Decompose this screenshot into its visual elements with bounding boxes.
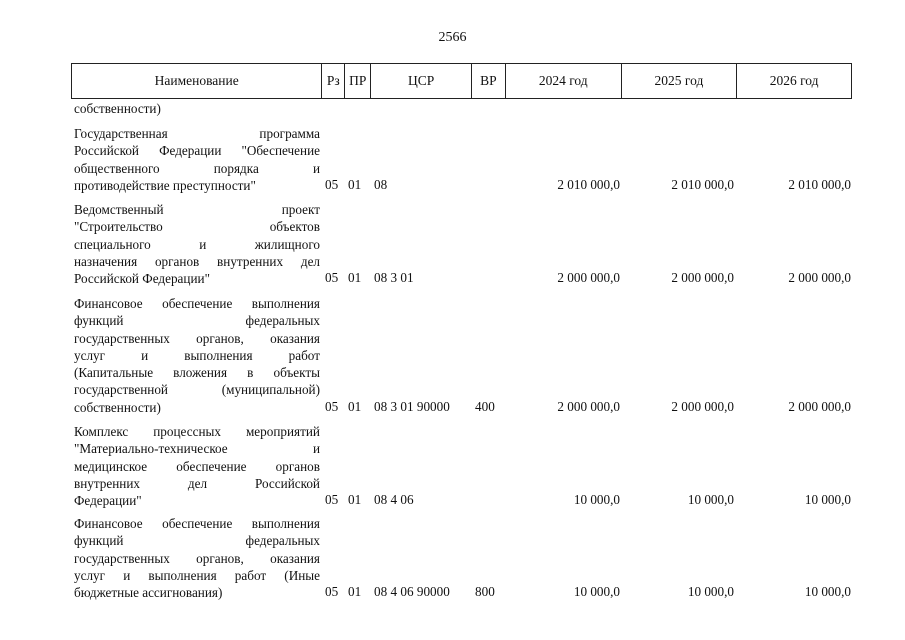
row-name-line: Финансовое обеспечение выполнения	[74, 296, 320, 311]
row-rz: 05	[325, 176, 339, 192]
row-name-line: внутренних дел Российской	[74, 475, 320, 491]
row-2025: 10 000,0	[687, 492, 734, 508]
row-rz: 05	[325, 584, 339, 600]
row-name-line: Комплекс процессных мероприятий	[74, 424, 320, 439]
row-2026: 2 010 000,0	[788, 176, 851, 192]
row-name-line: назначения органов внутренних дел	[74, 253, 320, 269]
row-name-line: специального и жилищного	[74, 236, 320, 252]
row-name	[74, 423, 320, 509]
row-name	[74, 201, 320, 287]
row-2025: 2 000 000,0	[671, 398, 734, 414]
row-name-line: общественного порядка и	[74, 160, 320, 176]
row-name-line: Российской Федерации "Обеспечение	[74, 143, 320, 159]
row-name-line: Федерации"	[74, 493, 142, 509]
row-csr: 08	[374, 176, 388, 192]
continuation-text: собственности)	[74, 101, 161, 116]
row-name	[74, 295, 320, 416]
row-name-line: (Капитальные вложения в объекты	[74, 365, 320, 381]
row-2026: 2 000 000,0	[788, 398, 851, 414]
row-2026: 2 000 000,0	[788, 270, 851, 286]
row-csr: 08 3 01	[374, 270, 414, 286]
row-2025: 2 010 000,0	[671, 176, 734, 192]
row-pr: 01	[348, 270, 362, 286]
header-2024: 2024 год	[505, 64, 621, 98]
row-csr: 08 4 06	[374, 492, 414, 508]
row-name-line: Государственная программа	[74, 126, 320, 141]
header-vr: ВР	[471, 64, 505, 98]
row-name-line: Финансовое обеспечение выполнения	[74, 516, 320, 531]
table-header	[71, 63, 852, 99]
row-csr: 08 4 06 90000	[374, 584, 450, 600]
row-pr: 01	[348, 398, 362, 414]
page-number: 2566	[438, 30, 467, 45]
row-vr: 400	[475, 398, 495, 414]
row-2025: 2 000 000,0	[671, 270, 734, 286]
header-2026: 2026 год	[736, 64, 851, 98]
row-name-line: "Материально-техническое и	[74, 441, 320, 457]
row-2024: 2 000 000,0	[557, 398, 620, 414]
row-2026: 10 000,0	[804, 584, 851, 600]
row-name-line: услуг и выполнения работ (Иные	[74, 567, 320, 583]
row-csr: 08 3 01 90000	[374, 398, 450, 414]
row-name	[74, 515, 320, 601]
row-name-line: государственных органов, оказания	[74, 330, 320, 346]
row-pr: 01	[348, 492, 362, 508]
row-name-line: Ведомственный проект	[74, 202, 320, 217]
row-name-line: государственной (муниципальной)	[74, 382, 320, 398]
row-rz: 05	[325, 270, 339, 286]
row-rz: 05	[325, 492, 339, 508]
row-pr: 01	[348, 176, 362, 192]
row-name	[74, 125, 320, 194]
row-rz: 05	[325, 398, 339, 414]
row-2026: 10 000,0	[804, 492, 851, 508]
row-name-line: бюджетные ассигнования)	[74, 585, 223, 601]
row-name-line: противодействие преступности"	[74, 177, 256, 193]
row-2024: 2 010 000,0	[557, 176, 620, 192]
row-vr: 800	[475, 584, 495, 600]
header-name: Наименование	[154, 73, 239, 88]
row-2024: 2 000 000,0	[557, 270, 620, 286]
row-name-line: медицинское обеспечение органов	[74, 458, 320, 474]
header-rz: Рз	[321, 64, 344, 98]
header-2025: 2025 год	[621, 64, 737, 98]
row-name-line: собственности)	[74, 399, 161, 415]
row-2024: 10 000,0	[573, 492, 620, 508]
row-name-line: услуг и выполнения работ	[74, 347, 320, 363]
row-name-line: "Строительство объектов	[74, 219, 320, 235]
row-name-line: функций федеральных	[74, 313, 320, 329]
row-2024: 10 000,0	[573, 584, 620, 600]
row-pr: 01	[348, 584, 362, 600]
row-name-line: функций федеральных	[74, 533, 320, 549]
row-name-line: государственных органов, оказания	[74, 550, 320, 566]
row-name-line: Российской Федерации"	[74, 271, 210, 287]
row-2025: 10 000,0	[687, 584, 734, 600]
header-csr: ЦСР	[370, 64, 471, 98]
header-pr: ПР	[344, 64, 370, 98]
